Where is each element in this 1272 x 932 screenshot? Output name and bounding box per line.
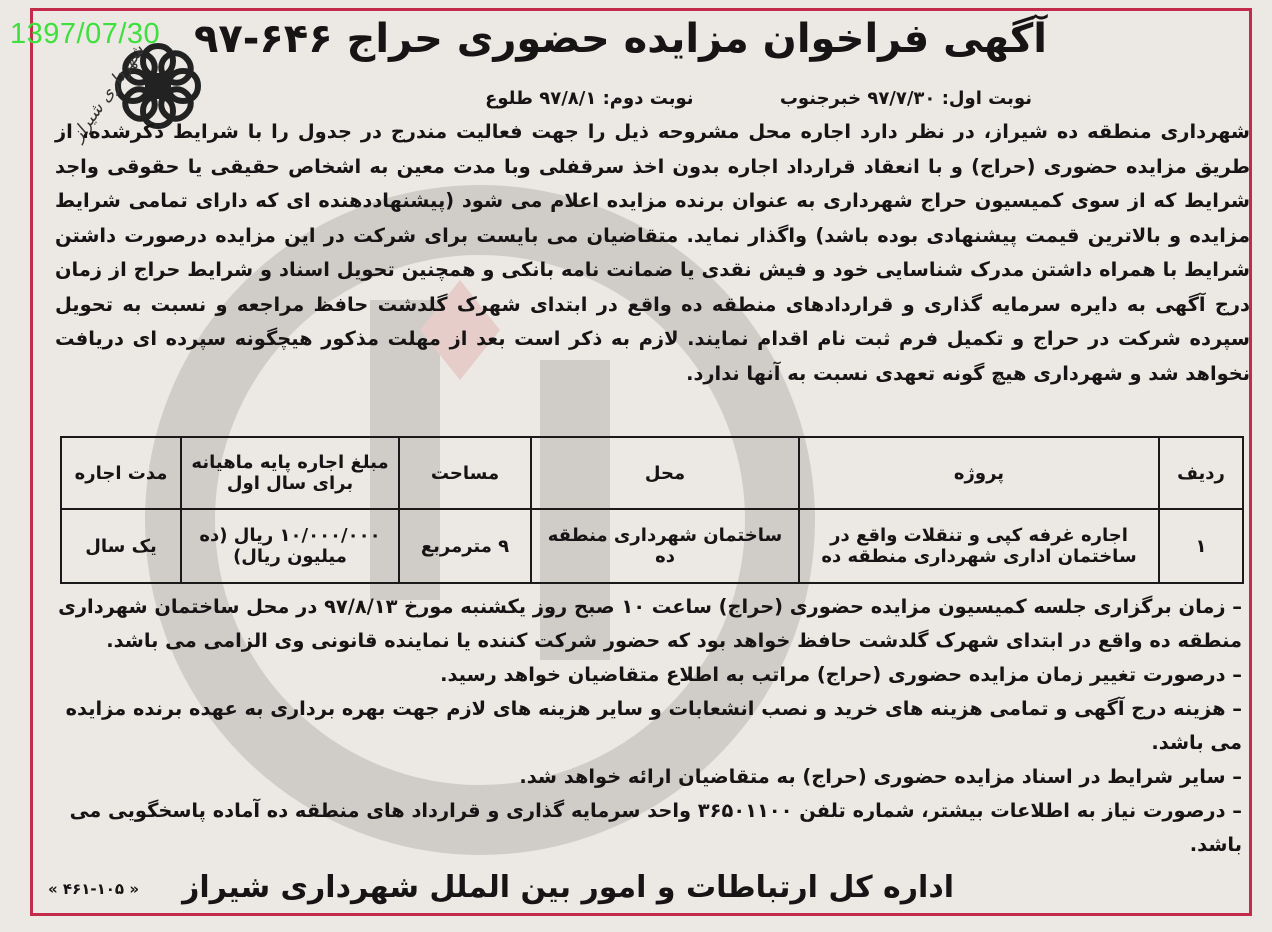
cell-base-rent: ۱۰/۰۰۰/۰۰۰ ریال (ده میلیون ریال) <box>181 509 399 583</box>
header-row-number: ردیف <box>1159 437 1243 509</box>
header-base-rent: مبلغ اجاره پایه ماهیانه برای سال اول <box>181 437 399 509</box>
cell-row-number: ۱ <box>1159 509 1243 583</box>
header-lease-duration: مدت اجاره <box>61 437 181 509</box>
date-stamp: 1397/07/30 <box>10 18 161 50</box>
note-meeting-time: – زمان برگزاری جلسه کمیسیون مزایده حضوری (حراج) ساعت ۱۰ صبح روز یکشنبه مورخ ۹۷/۸/۱۳ در محل ساختمان شهرداری منطقه ده واقع در ابتدای شهرک گلدشت حافظ خواهد بود که حضور شرکت کننده یا نماینده قانونی وی الزامی می باشد. <box>58 595 1242 652</box>
cell-area: ۹ مترمربع <box>399 509 531 583</box>
first-issue: نوبت اول: ۹۷/۷/۳۰ خبرجنوب <box>779 88 1032 109</box>
note-contact: – درصورت نیاز به اطلاعات بیشتر، شماره تلفن ۳۶۵۰۱۱۰۰ واحد سرمایه گذاری و قرارداد های منطقه ده آماده پاسخگویی می باشد. <box>69 799 1242 856</box>
header-location: محل <box>531 437 799 509</box>
table-row <box>61 509 1243 583</box>
note-costs: – هزینه درج آگهی و تمامی هزینه های خرید و نصب انشعابات و سایر هزینه های لازم جهت بهره برداری به عهده برنده مزایده می باشد. <box>65 697 1242 754</box>
header-project: پروژه <box>799 437 1159 509</box>
issue-dates <box>485 88 1032 109</box>
cell-location: ساختمان شهرداری منطقه ده <box>531 509 799 583</box>
auction-table <box>60 436 1244 584</box>
intro-paragraph: شهرداری منطقه ده شیراز، در نظر دارد اجاره محل مشروحه ذیل را جهت فعالیت مندرج در جدول را با شرایط ذکرشده، از طریق مزایده حضوری (حراج) و با انعقاد قرارداد اجاره بدون اخذ سرقفلی وبا مدت معین به اشخاص حقیقی یا حقوقی واجد شرایط که از سوی کمیسیون حراج شهرداری به عنوان برنده مزایده اعلام می شود (پیشنهاددهنده ای که دارای تمامی شرایط مزایده و بالاترین قیمت پیشنهادی بوده باشد) واگذار نماید. متقاضیان می بایست برای شرکت در این مزایده درصورت داشتن شرایط با همراه داشتن مدرک شناسایی خود و فیش نقدی یا ضمانت نامه بانکی و همچنین تحویل اسناد و شرایط حراج از زمان درج آگهی به دایره سرمایه گذاری و قراردادهای منطقه ده واقع در ابتدای شهرک گلدشت حافظ مراجعه و نسبت به تحویل سپرده شرکت در حراج و تکمیل فرم ثبت نام اقدام نمایند. لازم به ذکر است بعد از مهلت مذکور هیچگونه سپرده ای دریافت نخواهد شد و شهرداری هیچ گونه تعهدی نسبت به آنها ندارد. <box>55 120 1250 385</box>
signature: اداره کل ارتباطات و امور بین الملل شهرداری شیراز <box>182 870 954 905</box>
notes-list <box>42 590 1242 862</box>
second-issue: نوبت دوم: ۹۷/۸/۱ طلوع <box>485 88 694 109</box>
note-documents: – سایر شرایط در اسناد مزایده حضوری (حراج) به متقاضیان ارائه خواهد شد. <box>519 765 1242 788</box>
header-area: مساحت <box>399 437 531 509</box>
svg-text:شهرداری شیراز: شهرداری شیراز <box>67 41 149 145</box>
cell-project: اجاره غرفه کپی و تنقلات واقع در ساختمان اداری شهرداری منطقه ده <box>799 509 1159 583</box>
cell-lease-duration: یک سال <box>61 509 181 583</box>
ad-code: « ۴۶۱-۱۰۵ » <box>48 880 140 898</box>
note-time-change: – درصورت تغییر زمان مزایده حضوری (حراج) مراتب به اطلاع متقاضیان خواهد رسید. <box>440 663 1242 686</box>
table-header-row <box>61 437 1243 509</box>
announcement-title: آگهی فراخوان مزایده حضوری حراج ۶۴۶-۹۷ <box>193 16 1047 62</box>
